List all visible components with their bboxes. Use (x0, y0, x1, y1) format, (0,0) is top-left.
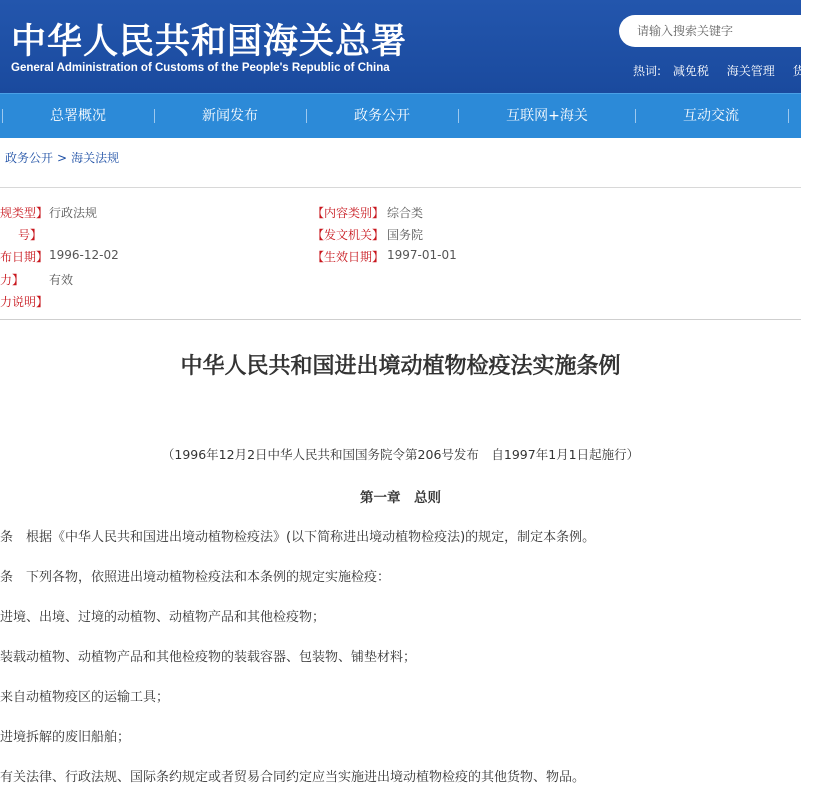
hot-word-link[interactable]: 减免税 (672, 64, 709, 78)
meta-label: 布日期】 (0, 250, 49, 264)
meta-label: 号】 (18, 228, 43, 242)
meta-value: 行政法规 (49, 206, 98, 220)
hot-word-link[interactable]: 海关管理 (726, 64, 775, 78)
breadcrumb-separator: > (57, 151, 68, 165)
breadcrumb (5, 149, 119, 166)
hot-words (633, 62, 819, 79)
divider (0, 319, 801, 320)
meta-label: 力】 (0, 273, 25, 287)
search-input[interactable]: 请输入搜索关键字 (619, 15, 819, 47)
article-paragraph: 条 根据《中华人民共和国进出境动植物检疫法》(以下简称进出境动植物检疫法)的规定，制定本条例。 (0, 530, 596, 545)
site-header (0, 0, 805, 93)
nav-item-overview[interactable]: 总署概况 (50, 108, 106, 124)
nav-separator (788, 109, 789, 123)
hot-words-label: 热词: (633, 64, 662, 78)
site-logo-title[interactable]: 中华人民共和国海关总署 (11, 21, 408, 62)
meta-label: 规类型】 (0, 206, 49, 220)
nav-item-government-affairs[interactable]: 政务公开 (354, 108, 410, 124)
meta-value: 有效 (49, 273, 74, 287)
nav-separator (635, 109, 636, 123)
meta-value: 国务院 (387, 228, 424, 242)
nav-item-news[interactable]: 新闻发布 (202, 108, 258, 124)
meta-label: 力说明】 (0, 295, 49, 309)
meta-value: 1997-01-01 (387, 248, 457, 262)
breadcrumb-item[interactable]: 海关法规 (71, 151, 120, 165)
nav-item-interaction[interactable]: 互动交流 (683, 108, 739, 124)
nav-separator (306, 109, 307, 123)
hot-word-link[interactable]: 货 (792, 64, 805, 78)
article-paragraph: 进境、出境、过境的动植物、动植物产品和其他检疫物； (0, 610, 326, 625)
nav-separator (458, 109, 459, 123)
article-paragraph: 装载动植物、动植物产品和其他检疫物的装载容器、包装物、铺垫材料； (0, 650, 417, 665)
article-paragraph: 来自动植物疫区的运输工具； (0, 690, 170, 705)
main-nav (0, 93, 801, 138)
meta-value: 1996-12-02 (49, 248, 119, 262)
breadcrumb-item[interactable]: 政务公开 (5, 151, 54, 165)
article-subtitle: （1996年12月2日中华人民共和国国务院令第206号发布 自1997年1月1日起施行） (161, 447, 640, 462)
meta-label: 【发文机关】 (312, 228, 385, 242)
meta-label: 【生效日期】 (312, 250, 385, 264)
nav-item-internet-customs[interactable]: 互联网+海关 (506, 108, 588, 124)
article-paragraph: 进境拆解的废旧船舶； (0, 730, 131, 745)
site-logo-subtitle: General Administration of Customs of the People's Republic of China (11, 62, 390, 74)
article-paragraph: 有关法律、行政法规、国际条约规定或者贸易合同约定应当实施进出境动植物检疫的其他货物、物品。 (0, 770, 586, 785)
meta-value: 综合类 (387, 206, 424, 220)
chapter-heading: 第一章 总则 (360, 490, 441, 506)
nav-separator (154, 109, 155, 123)
meta-label: 【内容类别】 (312, 206, 385, 220)
article-title: 中华人民共和国进出境动植物检疫法实施条例 (180, 354, 621, 379)
divider (0, 187, 801, 188)
nav-separator (2, 109, 3, 123)
article-paragraph: 条 下列各物，依照进出境动植物检疫法和本条例的规定实施检疫： (0, 570, 391, 585)
